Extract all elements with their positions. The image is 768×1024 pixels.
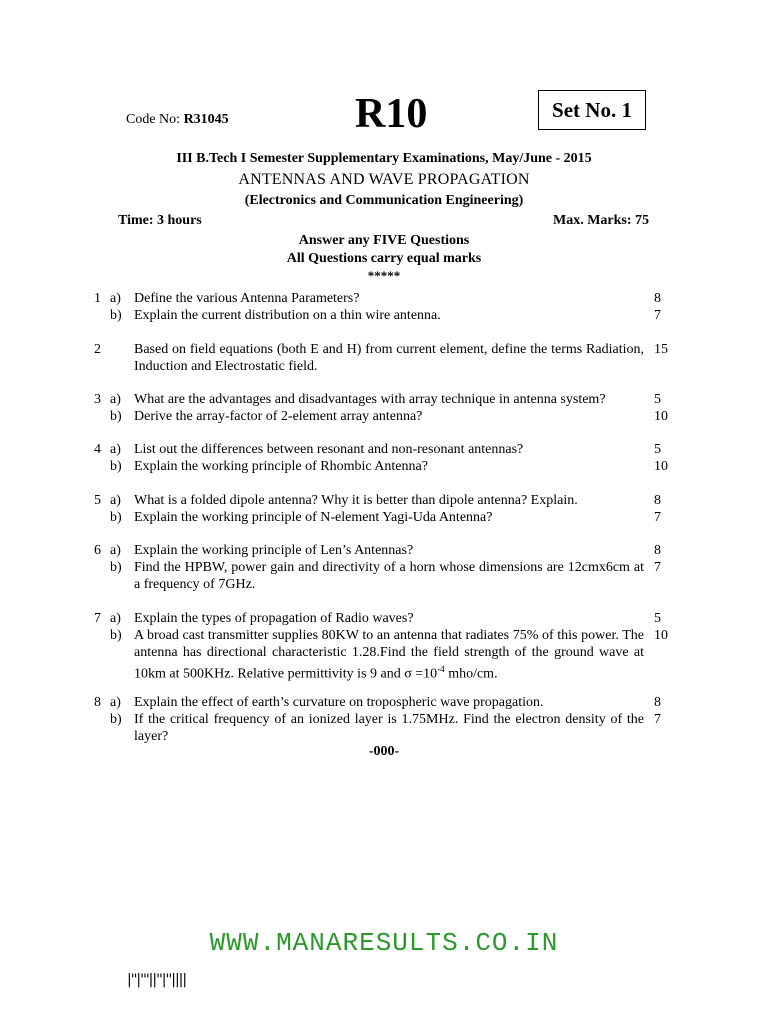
question-marks: 8 (654, 291, 661, 306)
part-label: a) (110, 611, 121, 626)
question-marks: 7 (654, 560, 661, 575)
question-marks: 8 (654, 493, 661, 508)
exam-time: Time: 3 hours (118, 213, 202, 228)
part-label: b) (110, 409, 122, 424)
question-marks: 5 (654, 392, 661, 407)
question-marks: 5 (654, 442, 661, 457)
part-label: b) (110, 510, 122, 525)
question-marks: 7 (654, 712, 661, 727)
question-text: Derive the array-factor of 2-element array antenna? (134, 409, 423, 424)
part-label: b) (110, 459, 122, 474)
question-text: What is a folded dipole antenna? Why it is better than dipole antenna? Explain. (134, 493, 578, 508)
regulation-title: R10 (355, 91, 428, 137)
question-number: 3 (94, 392, 101, 407)
question-marks: 8 (654, 695, 661, 710)
question-text: List out the differences between resonant and non-resonant antennas? (134, 442, 524, 457)
part-label: a) (110, 291, 121, 306)
question-marks: 10 (654, 459, 668, 474)
question-marks: 8 (654, 543, 661, 558)
exponent: -4 (437, 664, 445, 674)
part-label: b) (110, 560, 122, 575)
separator-stars: ***** (367, 268, 401, 283)
question-text (134, 627, 644, 683)
branch-title: (Electronics and Communication Engineering) (244, 193, 524, 208)
barcode: |''|'''||''|''|||| (127, 972, 187, 988)
question-number: 5 (94, 493, 101, 508)
question-text: Find the HPBW, power gain and directivity of a horn whose dimensions are 12cmx6cm at a frequency of 7GHz. (134, 560, 644, 592)
instruction-answer: Answer any FIVE Questions (298, 233, 470, 248)
question-text: If the critical frequency of an ionized layer is 1.75MHz. Find the electron density of the layer? (134, 712, 644, 744)
question-text: Based on field equations (both E and H) from current element, define the terms Radiation, Induction and Electrostatic field. (134, 342, 644, 374)
question-marks: 7 (654, 308, 661, 323)
exam-title: III B.Tech I Semester Supplementary Examinations, May/June - 2015 (176, 151, 592, 166)
code-number (126, 112, 229, 128)
part-label: a) (110, 543, 121, 558)
question-number: 7 (94, 611, 101, 626)
part-label: a) (110, 392, 121, 407)
question-text: Explain the working principle of Len’s Antennas? (134, 543, 414, 558)
subject-title: ANTENNAS AND WAVE PROPAGATION (238, 171, 530, 188)
part-label: b) (110, 628, 122, 643)
part-label: b) (110, 308, 122, 323)
question-marks: 7 (654, 510, 661, 525)
question-text-tail: mho/cm. (444, 666, 498, 682)
question-marks: 10 (654, 409, 668, 424)
question-number: 1 (94, 291, 101, 306)
end-mark: -000- (368, 744, 400, 759)
question-number: 8 (94, 695, 101, 710)
question-text: Explain the current distribution on a thin wire antenna. (134, 308, 441, 323)
question-marks: 10 (654, 628, 668, 643)
question-number: 4 (94, 442, 101, 457)
code-label: Code No: (126, 112, 184, 127)
question-number: 6 (94, 543, 101, 558)
code-value: R31045 (183, 112, 229, 127)
part-label: a) (110, 493, 121, 508)
question-marks: 15 (654, 342, 668, 357)
question-number: 2 (94, 342, 101, 357)
question-marks: 5 (654, 611, 661, 626)
instruction-equal-marks: All Questions carry equal marks (286, 251, 482, 266)
question-text: What are the advantages and disadvantages with array technique in antenna system? (134, 392, 606, 407)
question-text: Explain the effect of earth’s curvature on tropospheric wave propagation. (134, 695, 544, 710)
question-text: Explain the types of propagation of Radio waves? (134, 611, 414, 626)
max-marks: Max. Marks: 75 (553, 213, 650, 228)
question-text: Explain the working principle of Rhombic Antenna? (134, 459, 428, 474)
question-text-main: A broad cast transmitter supplies 80KW to an antenna that radiates 75% of this power. The antenna has directional characteristic 1.28.Find the field strength of the ground wave at 10km at 500KHz. Relative permittivity is 9 and σ =10 (134, 628, 644, 682)
question-text: Explain the working principle of N-element Yagi-Uda Antenna? (134, 510, 493, 525)
part-label: a) (110, 442, 121, 457)
website-footer[interactable]: WWW.MANARESULTS.CO.IN (209, 928, 559, 958)
part-label: b) (110, 712, 122, 727)
question-text: Define the various Antenna Parameters? (134, 291, 360, 306)
set-number-box: Set No. 1 (538, 90, 646, 130)
part-label: a) (110, 695, 121, 710)
